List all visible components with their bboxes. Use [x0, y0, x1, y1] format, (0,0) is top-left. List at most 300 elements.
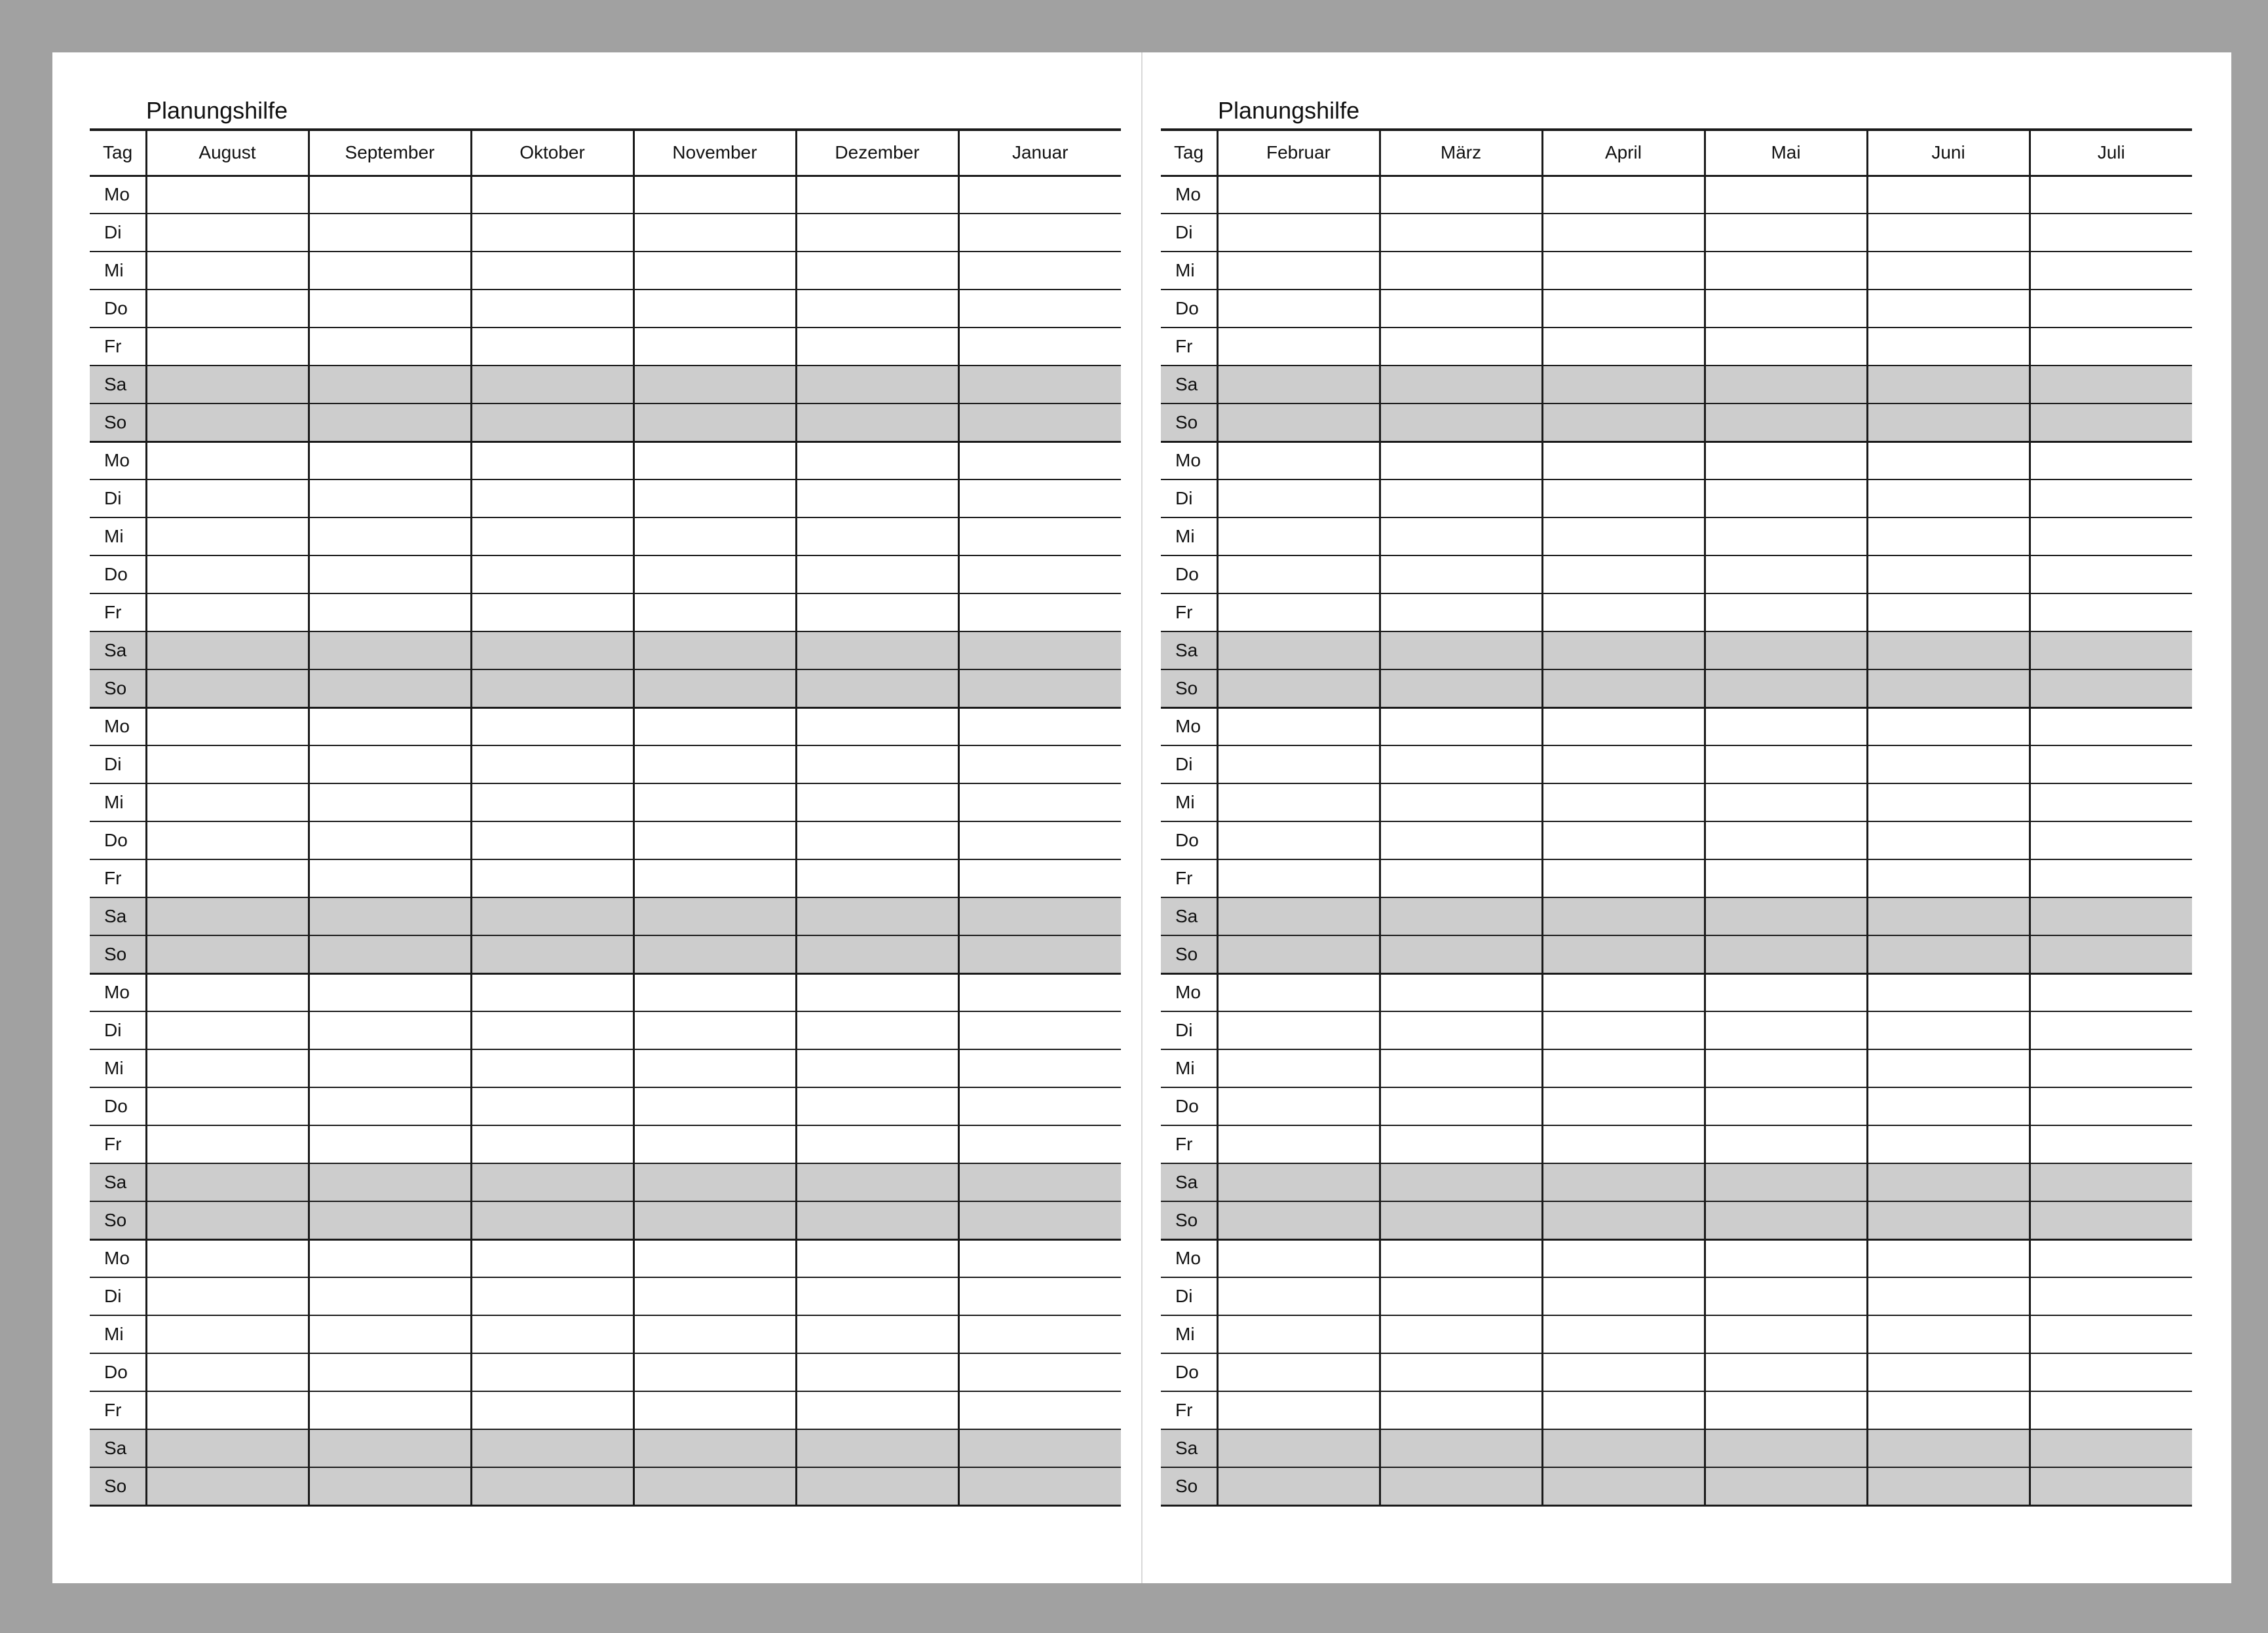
- planning-cell[interactable]: [146, 1277, 309, 1315]
- planning-cell[interactable]: [2030, 897, 2192, 935]
- planning-cell[interactable]: [471, 1353, 633, 1391]
- planning-cell[interactable]: [146, 669, 309, 707]
- planning-cell[interactable]: [1867, 859, 2030, 897]
- planning-cell[interactable]: [309, 555, 471, 593]
- planning-cell[interactable]: [146, 1315, 309, 1353]
- planning-cell[interactable]: [1705, 1277, 1867, 1315]
- planning-cell[interactable]: [1380, 631, 1542, 669]
- planning-cell[interactable]: [633, 1353, 796, 1391]
- planning-cell[interactable]: [796, 366, 958, 404]
- planning-cell[interactable]: [471, 1239, 633, 1277]
- planning-cell[interactable]: [1867, 1467, 2030, 1505]
- planning-cell[interactable]: [1380, 214, 1542, 252]
- planning-cell[interactable]: [1705, 1429, 1867, 1467]
- planning-cell[interactable]: [1217, 1239, 1380, 1277]
- planning-cell[interactable]: [958, 1239, 1121, 1277]
- planning-cell[interactable]: [1217, 783, 1380, 821]
- planning-cell[interactable]: [471, 631, 633, 669]
- planning-cell[interactable]: [1542, 328, 1705, 366]
- planning-cell[interactable]: [1705, 707, 1867, 745]
- planning-cell[interactable]: [958, 441, 1121, 479]
- planning-cell[interactable]: [1867, 1011, 2030, 1049]
- planning-cell[interactable]: [1867, 555, 2030, 593]
- planning-cell[interactable]: [1542, 1049, 1705, 1087]
- planning-cell[interactable]: [2030, 328, 2192, 366]
- planning-cell[interactable]: [1705, 821, 1867, 859]
- planning-cell[interactable]: [471, 745, 633, 783]
- planning-cell[interactable]: [1380, 897, 1542, 935]
- planning-cell[interactable]: [146, 1125, 309, 1163]
- planning-cell[interactable]: [146, 897, 309, 935]
- planning-cell[interactable]: [1217, 290, 1380, 328]
- planning-cell[interactable]: [1217, 366, 1380, 404]
- planning-cell[interactable]: [146, 935, 309, 973]
- planning-cell[interactable]: [633, 328, 796, 366]
- planning-cell[interactable]: [1380, 1087, 1542, 1125]
- planning-cell[interactable]: [146, 328, 309, 366]
- planning-cell[interactable]: [471, 783, 633, 821]
- planning-cell[interactable]: [1217, 1049, 1380, 1087]
- planning-cell[interactable]: [1380, 290, 1542, 328]
- planning-cell[interactable]: [2030, 1201, 2192, 1239]
- planning-cell[interactable]: [1705, 1125, 1867, 1163]
- planning-cell[interactable]: [1867, 366, 2030, 404]
- planning-cell[interactable]: [146, 1163, 309, 1201]
- planning-cell[interactable]: [2030, 517, 2192, 555]
- planning-cell[interactable]: [1380, 821, 1542, 859]
- planning-cell[interactable]: [471, 1163, 633, 1201]
- planning-cell[interactable]: [1542, 859, 1705, 897]
- planning-cell[interactable]: [1542, 935, 1705, 973]
- planning-cell[interactable]: [1867, 252, 2030, 290]
- planning-cell[interactable]: [1217, 479, 1380, 517]
- planning-cell[interactable]: [1542, 821, 1705, 859]
- planning-cell[interactable]: [1380, 1391, 1542, 1429]
- planning-cell[interactable]: [2030, 1277, 2192, 1315]
- planning-cell[interactable]: [1380, 555, 1542, 593]
- planning-cell[interactable]: [958, 1125, 1121, 1163]
- planning-cell[interactable]: [2030, 1429, 2192, 1467]
- planning-cell[interactable]: [958, 1277, 1121, 1315]
- planning-cell[interactable]: [796, 214, 958, 252]
- planning-cell[interactable]: [796, 707, 958, 745]
- planning-cell[interactable]: [1542, 1163, 1705, 1201]
- planning-cell[interactable]: [958, 631, 1121, 669]
- planning-cell[interactable]: [1705, 631, 1867, 669]
- planning-cell[interactable]: [2030, 555, 2192, 593]
- planning-cell[interactable]: [309, 1201, 471, 1239]
- planning-cell[interactable]: [1867, 517, 2030, 555]
- planning-cell[interactable]: [471, 821, 633, 859]
- planning-cell[interactable]: [146, 214, 309, 252]
- planning-cell[interactable]: [1705, 1353, 1867, 1391]
- planning-cell[interactable]: [309, 1239, 471, 1277]
- planning-cell[interactable]: [633, 1163, 796, 1201]
- planning-cell[interactable]: [796, 441, 958, 479]
- planning-cell[interactable]: [2030, 366, 2192, 404]
- planning-cell[interactable]: [471, 1391, 633, 1429]
- planning-cell[interactable]: [471, 366, 633, 404]
- planning-cell[interactable]: [1542, 783, 1705, 821]
- planning-cell[interactable]: [1705, 1315, 1867, 1353]
- planning-cell[interactable]: [796, 1353, 958, 1391]
- planning-cell[interactable]: [633, 1125, 796, 1163]
- planning-cell[interactable]: [633, 1201, 796, 1239]
- planning-cell[interactable]: [2030, 935, 2192, 973]
- planning-cell[interactable]: [1542, 1467, 1705, 1505]
- planning-cell[interactable]: [146, 745, 309, 783]
- planning-cell[interactable]: [633, 1467, 796, 1505]
- planning-cell[interactable]: [1867, 479, 2030, 517]
- planning-cell[interactable]: [958, 1315, 1121, 1353]
- planning-cell[interactable]: [796, 783, 958, 821]
- planning-cell[interactable]: [471, 176, 633, 214]
- planning-cell[interactable]: [796, 593, 958, 631]
- planning-cell[interactable]: [1867, 1163, 2030, 1201]
- planning-cell[interactable]: [1380, 176, 1542, 214]
- planning-cell[interactable]: [471, 1429, 633, 1467]
- planning-cell[interactable]: [633, 555, 796, 593]
- planning-cell[interactable]: [958, 783, 1121, 821]
- planning-cell[interactable]: [958, 328, 1121, 366]
- planning-cell[interactable]: [1380, 1239, 1542, 1277]
- planning-cell[interactable]: [1217, 821, 1380, 859]
- planning-cell[interactable]: [958, 404, 1121, 441]
- planning-cell[interactable]: [1380, 441, 1542, 479]
- planning-cell[interactable]: [146, 859, 309, 897]
- planning-cell[interactable]: [309, 404, 471, 441]
- planning-cell[interactable]: [1217, 1467, 1380, 1505]
- planning-cell[interactable]: [2030, 1163, 2192, 1201]
- planning-cell[interactable]: [1217, 404, 1380, 441]
- planning-cell[interactable]: [958, 1391, 1121, 1429]
- planning-cell[interactable]: [146, 479, 309, 517]
- planning-cell[interactable]: [796, 745, 958, 783]
- planning-cell[interactable]: [309, 631, 471, 669]
- planning-cell[interactable]: [633, 707, 796, 745]
- planning-cell[interactable]: [1867, 1429, 2030, 1467]
- planning-cell[interactable]: [471, 669, 633, 707]
- planning-cell[interactable]: [796, 973, 958, 1011]
- planning-cell[interactable]: [1867, 669, 2030, 707]
- planning-cell[interactable]: [1542, 593, 1705, 631]
- planning-cell[interactable]: [309, 897, 471, 935]
- planning-cell[interactable]: [1705, 1239, 1867, 1277]
- planning-cell[interactable]: [1380, 1277, 1542, 1315]
- planning-cell[interactable]: [471, 1201, 633, 1239]
- planning-cell[interactable]: [1217, 745, 1380, 783]
- planning-cell[interactable]: [1217, 328, 1380, 366]
- planning-cell[interactable]: [2030, 593, 2192, 631]
- planning-cell[interactable]: [796, 1277, 958, 1315]
- planning-cell[interactable]: [309, 328, 471, 366]
- planning-cell[interactable]: [2030, 745, 2192, 783]
- planning-cell[interactable]: [958, 1467, 1121, 1505]
- planning-cell[interactable]: [1542, 1201, 1705, 1239]
- planning-cell[interactable]: [958, 366, 1121, 404]
- planning-cell[interactable]: [1380, 1125, 1542, 1163]
- planning-cell[interactable]: [1542, 290, 1705, 328]
- planning-cell[interactable]: [146, 366, 309, 404]
- planning-cell[interactable]: [1867, 897, 2030, 935]
- planning-cell[interactable]: [2030, 252, 2192, 290]
- planning-cell[interactable]: [796, 631, 958, 669]
- planning-cell[interactable]: [471, 1277, 633, 1315]
- planning-cell[interactable]: [309, 1429, 471, 1467]
- planning-cell[interactable]: [958, 252, 1121, 290]
- planning-cell[interactable]: [471, 859, 633, 897]
- planning-cell[interactable]: [1380, 783, 1542, 821]
- planning-cell[interactable]: [1380, 479, 1542, 517]
- planning-cell[interactable]: [471, 404, 633, 441]
- planning-cell[interactable]: [1217, 1391, 1380, 1429]
- planning-cell[interactable]: [2030, 1315, 2192, 1353]
- planning-cell[interactable]: [2030, 1239, 2192, 1277]
- planning-cell[interactable]: [1217, 555, 1380, 593]
- planning-cell[interactable]: [309, 290, 471, 328]
- planning-cell[interactable]: [309, 1277, 471, 1315]
- planning-cell[interactable]: [1217, 1201, 1380, 1239]
- planning-cell[interactable]: [796, 935, 958, 973]
- planning-cell[interactable]: [1380, 1429, 1542, 1467]
- planning-cell[interactable]: [309, 214, 471, 252]
- planning-cell[interactable]: [1380, 1467, 1542, 1505]
- planning-cell[interactable]: [471, 1467, 633, 1505]
- planning-cell[interactable]: [309, 1353, 471, 1391]
- planning-cell[interactable]: [633, 1011, 796, 1049]
- planning-cell[interactable]: [1217, 859, 1380, 897]
- planning-cell[interactable]: [796, 479, 958, 517]
- planning-cell[interactable]: [471, 973, 633, 1011]
- planning-cell[interactable]: [1705, 1467, 1867, 1505]
- planning-cell[interactable]: [1217, 1277, 1380, 1315]
- planning-cell[interactable]: [1542, 1277, 1705, 1315]
- planning-cell[interactable]: [1542, 1429, 1705, 1467]
- planning-cell[interactable]: [796, 517, 958, 555]
- planning-cell[interactable]: [796, 1391, 958, 1429]
- planning-cell[interactable]: [309, 1467, 471, 1505]
- planning-cell[interactable]: [633, 214, 796, 252]
- planning-cell[interactable]: [796, 1239, 958, 1277]
- planning-cell[interactable]: [2030, 290, 2192, 328]
- planning-cell[interactable]: [1380, 593, 1542, 631]
- planning-cell[interactable]: [633, 859, 796, 897]
- planning-cell[interactable]: [1542, 897, 1705, 935]
- planning-cell[interactable]: [1542, 517, 1705, 555]
- planning-cell[interactable]: [2030, 669, 2192, 707]
- planning-cell[interactable]: [309, 1315, 471, 1353]
- planning-cell[interactable]: [1217, 1087, 1380, 1125]
- planning-cell[interactable]: [796, 1125, 958, 1163]
- planning-cell[interactable]: [958, 935, 1121, 973]
- planning-cell[interactable]: [633, 1277, 796, 1315]
- planning-cell[interactable]: [1542, 745, 1705, 783]
- planning-cell[interactable]: [471, 555, 633, 593]
- planning-cell[interactable]: [1867, 821, 2030, 859]
- planning-cell[interactable]: [309, 366, 471, 404]
- planning-cell[interactable]: [1542, 214, 1705, 252]
- planning-cell[interactable]: [796, 290, 958, 328]
- planning-cell[interactable]: [1705, 973, 1867, 1011]
- planning-cell[interactable]: [633, 783, 796, 821]
- planning-cell[interactable]: [2030, 631, 2192, 669]
- planning-cell[interactable]: [1217, 1163, 1380, 1201]
- planning-cell[interactable]: [633, 517, 796, 555]
- planning-cell[interactable]: [958, 973, 1121, 1011]
- planning-cell[interactable]: [1380, 1049, 1542, 1087]
- planning-cell[interactable]: [1705, 404, 1867, 441]
- planning-cell[interactable]: [1217, 214, 1380, 252]
- planning-cell[interactable]: [1380, 745, 1542, 783]
- planning-cell[interactable]: [1705, 669, 1867, 707]
- planning-cell[interactable]: [1380, 328, 1542, 366]
- planning-cell[interactable]: [1705, 897, 1867, 935]
- planning-cell[interactable]: [633, 1391, 796, 1429]
- planning-cell[interactable]: [2030, 404, 2192, 441]
- planning-cell[interactable]: [796, 404, 958, 441]
- planning-cell[interactable]: [1867, 935, 2030, 973]
- planning-cell[interactable]: [309, 1011, 471, 1049]
- planning-cell[interactable]: [309, 783, 471, 821]
- planning-cell[interactable]: [1217, 1125, 1380, 1163]
- planning-cell[interactable]: [146, 252, 309, 290]
- planning-cell[interactable]: [958, 176, 1121, 214]
- planning-cell[interactable]: [1705, 745, 1867, 783]
- planning-cell[interactable]: [633, 479, 796, 517]
- planning-cell[interactable]: [146, 1391, 309, 1429]
- planning-cell[interactable]: [1380, 1353, 1542, 1391]
- planning-cell[interactable]: [309, 1163, 471, 1201]
- planning-cell[interactable]: [633, 1049, 796, 1087]
- planning-cell[interactable]: [1542, 631, 1705, 669]
- planning-cell[interactable]: [796, 897, 958, 935]
- planning-cell[interactable]: [1217, 707, 1380, 745]
- planning-cell[interactable]: [146, 1049, 309, 1087]
- planning-cell[interactable]: [309, 479, 471, 517]
- planning-cell[interactable]: [633, 404, 796, 441]
- planning-cell[interactable]: [146, 1087, 309, 1125]
- planning-cell[interactable]: [1380, 1163, 1542, 1201]
- planning-cell[interactable]: [1705, 1201, 1867, 1239]
- planning-cell[interactable]: [1705, 1049, 1867, 1087]
- planning-cell[interactable]: [1380, 669, 1542, 707]
- planning-cell[interactable]: [796, 1467, 958, 1505]
- planning-cell[interactable]: [1705, 593, 1867, 631]
- planning-cell[interactable]: [309, 593, 471, 631]
- planning-cell[interactable]: [796, 555, 958, 593]
- planning-cell[interactable]: [146, 1011, 309, 1049]
- planning-cell[interactable]: [633, 1429, 796, 1467]
- planning-cell[interactable]: [796, 1049, 958, 1087]
- planning-cell[interactable]: [1867, 441, 2030, 479]
- planning-cell[interactable]: [1867, 1315, 2030, 1353]
- planning-cell[interactable]: [633, 290, 796, 328]
- planning-cell[interactable]: [796, 821, 958, 859]
- planning-cell[interactable]: [796, 1011, 958, 1049]
- planning-cell[interactable]: [471, 479, 633, 517]
- planning-cell[interactable]: [2030, 479, 2192, 517]
- planning-cell[interactable]: [958, 1429, 1121, 1467]
- planning-cell[interactable]: [958, 479, 1121, 517]
- planning-cell[interactable]: [1217, 517, 1380, 555]
- planning-cell[interactable]: [1217, 973, 1380, 1011]
- planning-cell[interactable]: [633, 176, 796, 214]
- planning-cell[interactable]: [958, 555, 1121, 593]
- planning-cell[interactable]: [958, 1353, 1121, 1391]
- planning-cell[interactable]: [1542, 366, 1705, 404]
- planning-cell[interactable]: [1380, 1011, 1542, 1049]
- planning-cell[interactable]: [471, 441, 633, 479]
- planning-cell[interactable]: [1867, 973, 2030, 1011]
- planning-cell[interactable]: [1542, 1353, 1705, 1391]
- planning-cell[interactable]: [633, 669, 796, 707]
- planning-cell[interactable]: [1542, 555, 1705, 593]
- planning-cell[interactable]: [309, 1391, 471, 1429]
- planning-cell[interactable]: [1380, 1201, 1542, 1239]
- planning-cell[interactable]: [1867, 1125, 2030, 1163]
- planning-cell[interactable]: [2030, 783, 2192, 821]
- planning-cell[interactable]: [471, 517, 633, 555]
- planning-cell[interactable]: [633, 745, 796, 783]
- planning-cell[interactable]: [1380, 517, 1542, 555]
- planning-cell[interactable]: [1867, 1353, 2030, 1391]
- planning-cell[interactable]: [2030, 859, 2192, 897]
- planning-cell[interactable]: [1542, 441, 1705, 479]
- planning-cell[interactable]: [471, 1049, 633, 1087]
- planning-cell[interactable]: [1867, 631, 2030, 669]
- planning-cell[interactable]: [146, 821, 309, 859]
- planning-cell[interactable]: [1705, 252, 1867, 290]
- planning-cell[interactable]: [471, 328, 633, 366]
- planning-cell[interactable]: [1542, 973, 1705, 1011]
- planning-cell[interactable]: [1217, 1353, 1380, 1391]
- planning-cell[interactable]: [958, 1087, 1121, 1125]
- planning-cell[interactable]: [471, 593, 633, 631]
- planning-cell[interactable]: [1217, 897, 1380, 935]
- planning-cell[interactable]: [471, 707, 633, 745]
- planning-cell[interactable]: [2030, 821, 2192, 859]
- planning-cell[interactable]: [633, 366, 796, 404]
- planning-cell[interactable]: [471, 1011, 633, 1049]
- planning-cell[interactable]: [2030, 1467, 2192, 1505]
- planning-cell[interactable]: [1705, 1163, 1867, 1201]
- planning-cell[interactable]: [1217, 252, 1380, 290]
- planning-cell[interactable]: [958, 821, 1121, 859]
- planning-cell[interactable]: [1542, 669, 1705, 707]
- planning-cell[interactable]: [633, 1239, 796, 1277]
- planning-cell[interactable]: [1867, 176, 2030, 214]
- planning-cell[interactable]: [1217, 935, 1380, 973]
- planning-cell[interactable]: [958, 1163, 1121, 1201]
- planning-cell[interactable]: [146, 1201, 309, 1239]
- planning-cell[interactable]: [1542, 1315, 1705, 1353]
- planning-cell[interactable]: [1867, 1277, 2030, 1315]
- planning-cell[interactable]: [1705, 935, 1867, 973]
- planning-cell[interactable]: [1217, 1429, 1380, 1467]
- planning-cell[interactable]: [146, 1353, 309, 1391]
- planning-cell[interactable]: [471, 290, 633, 328]
- planning-cell[interactable]: [1542, 176, 1705, 214]
- planning-cell[interactable]: [1867, 328, 2030, 366]
- planning-cell[interactable]: [958, 707, 1121, 745]
- planning-cell[interactable]: [1705, 214, 1867, 252]
- planning-cell[interactable]: [1867, 214, 2030, 252]
- planning-cell[interactable]: [796, 1163, 958, 1201]
- planning-cell[interactable]: [1542, 404, 1705, 441]
- planning-cell[interactable]: [471, 935, 633, 973]
- planning-cell[interactable]: [1867, 783, 2030, 821]
- planning-cell[interactable]: [471, 214, 633, 252]
